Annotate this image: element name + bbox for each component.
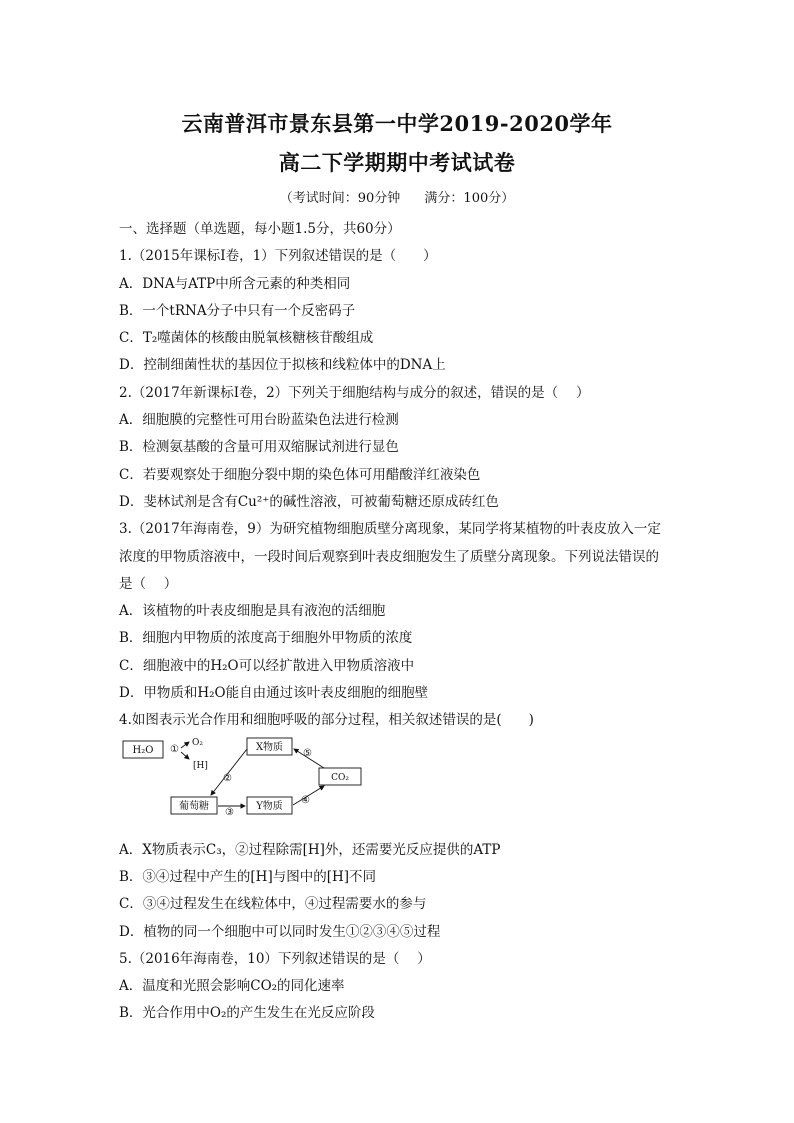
question-5-option-b: B．光合作用中O₂的产生发生在光反应阶段 <box>119 1005 375 1022</box>
photosynthesis-diagram <box>119 735 699 835</box>
y-substance-label: Y物质 <box>256 800 283 812</box>
question-1-option-d: D．控制细菌性状的基因位于拟核和线粒体中的DNA上 <box>119 357 446 374</box>
question-1-stem: 1.（2015年课标Ⅰ卷，1）下列叙述错误的是（ ） <box>119 248 437 265</box>
question-3-stem-line-3: 是（ ） <box>119 575 178 592</box>
question-2-stem: 2.（2017年新课标Ⅰ卷，2）下列关于细胞结构与成分的叙述，错误的是（ ） <box>119 384 590 401</box>
glucose-label: 葡萄糖 <box>179 800 209 812</box>
step-3-label: ③ <box>225 806 234 818</box>
question-2-option-d: D．斐林试剂是含有Cu²⁺的碱性溶液，可被葡萄糖还原成砖红色 <box>119 493 499 510</box>
question-2-option-b: B．检测氨基酸的含量可用双缩脲试剂进行显色 <box>119 439 399 456</box>
question-1-option-b: B．一个tRNA分子中只有一个反密码子 <box>119 302 356 319</box>
question-4-option-d: D．植物的同一个细胞中可以同时发生①②③④⑤过程 <box>119 923 441 940</box>
exam-meta <box>0 187 794 206</box>
step-1-label: ① <box>170 743 179 755</box>
co2-label: CO₂ <box>331 772 349 783</box>
x-substance-label: X物质 <box>255 741 284 753</box>
question-4-stem: 4.如图表示光合作用和细胞呼吸的部分过程，相关叙述错误的是( ) <box>119 712 534 729</box>
question-3-option-a: A．该植物的叶表皮细胞是具有液泡的活细胞 <box>119 603 386 620</box>
h2o-label: H₂O <box>132 744 154 756</box>
step-2-label: ② <box>223 772 232 784</box>
question-4-option-b: B．③④过程中产生的[H]与图中的[H]不同 <box>119 868 377 885</box>
page-subtitle: 高二下学期期中考试试卷 <box>278 150 516 175</box>
diagram-svg <box>119 735 379 835</box>
question-3-option-c: C．细胞液中的H₂O可以经扩散进入甲物质溶液中 <box>119 657 415 674</box>
exam-body <box>119 216 699 1028</box>
question-2-option-c: C．若要观察处于细胞分裂中期的染色体可用醋酸洋红液染色 <box>119 466 481 483</box>
section-heading: 一、选择题（单选题，每小题1.5分，共60分） <box>119 221 401 237</box>
exam-score: 满分：100分） <box>424 191 515 206</box>
question-2-option-a: A．细胞膜的完整性可用台盼蓝染色法进行检测 <box>119 412 399 429</box>
question-5-stem: 5.（2016年海南卷，10）下列叙述错误的是（ ） <box>119 950 431 967</box>
question-3-option-b: B．细胞内甲物质的浓度高于细胞外甲物质的浓度 <box>119 630 413 647</box>
question-4-option-c: C．③④过程发生在线粒体中，④过程需要水的参与 <box>119 896 427 913</box>
question-3-stem-line-1: 3.（2017年海南卷，9）为研究植物细胞质壁分离现象，某同学将某植物的叶表皮放入一定 <box>119 521 661 538</box>
question-1-option-c: C．T₂噬菌体的核酸由脱氧核糖核苷酸组成 <box>119 330 374 347</box>
question-1-option-a: A．DNA与ATP中所含元素的种类相同 <box>119 275 351 292</box>
o2-label: O₂ <box>192 737 203 748</box>
step-5-label: ⑤ <box>303 747 312 759</box>
page-title: 云南普洱市景东县第一中学2019-2020学年 <box>181 111 613 136</box>
question-3-stem-line-2: 浓度的甲物质溶液中，一段时间后观察到叶表皮细胞发生了质壁分离现象。下列说法错误的 <box>119 548 659 565</box>
question-4-option-a: A．X物质表示C₃，②过程除需[H]外，还需要光反应提供的ATP <box>119 841 501 858</box>
question-5-option-a: A．温度和光照会影响CO₂的同化速率 <box>119 978 345 995</box>
step-4-label: ④ <box>301 794 310 806</box>
exam-time: （考试时间：90分钟 <box>279 191 401 206</box>
question-3-option-d: D．甲物质和H₂O能自由通过该叶表皮细胞的细胞壁 <box>119 685 429 702</box>
h-label: [H] <box>193 760 208 771</box>
